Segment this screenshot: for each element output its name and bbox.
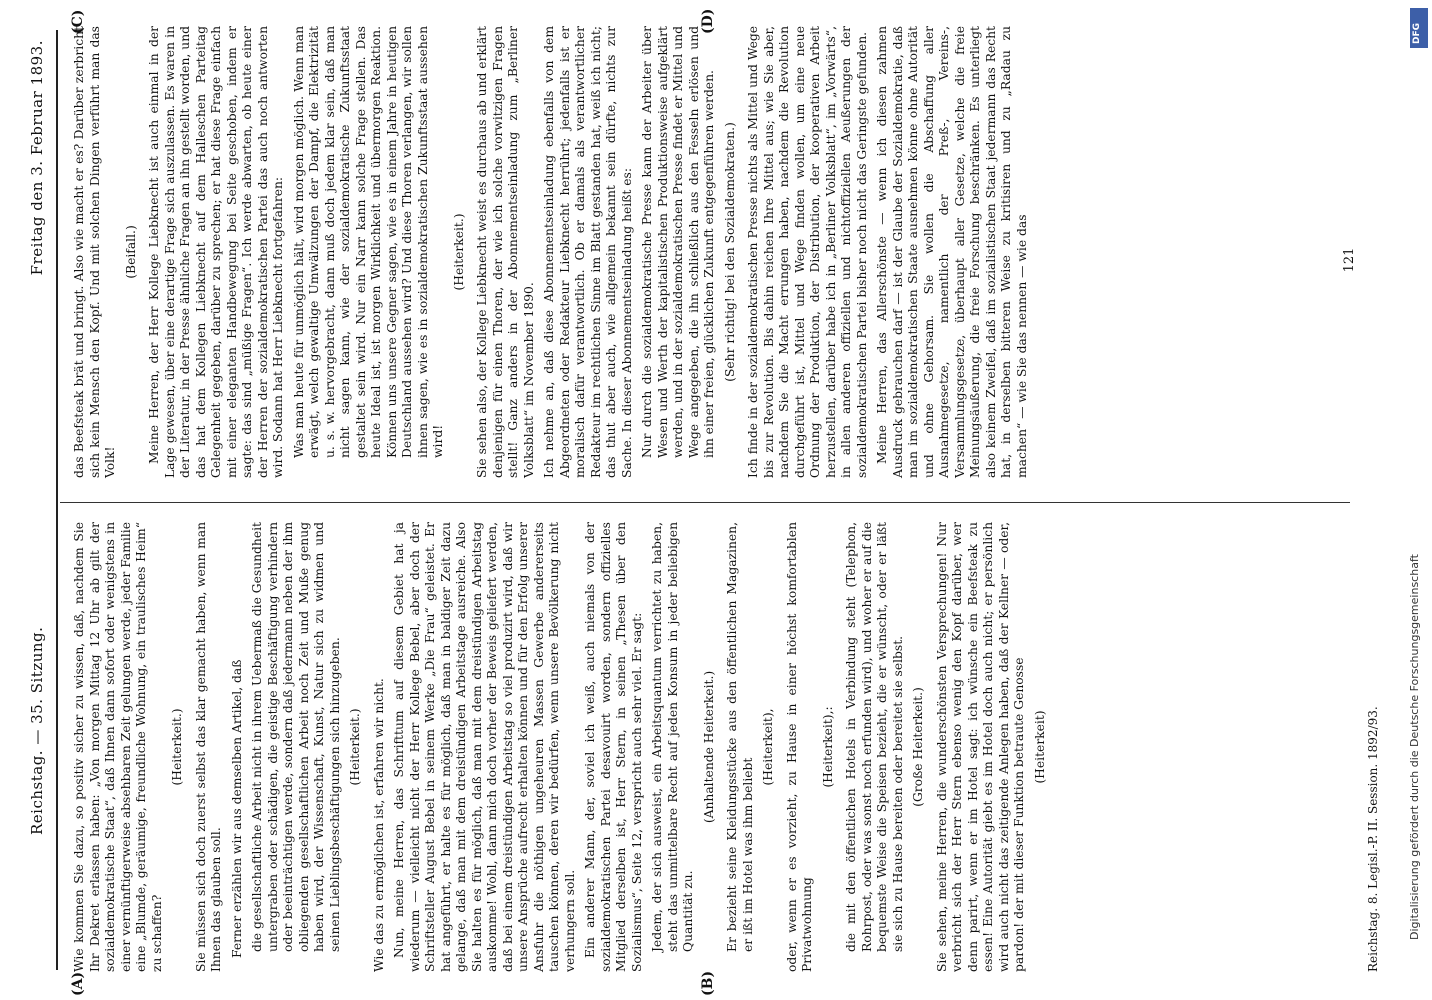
running-head-right: Freitag den 3. Februar 1893. xyxy=(28,40,46,276)
dfg-logo-text: DFG xyxy=(1412,22,1422,44)
funding-note xyxy=(1408,60,1430,940)
paragraph: Ich finde in der sozialdemokratischen Presse nichts als Mittel und Wege bis zur Revolution. Bis dahin reichen Ihre Mittel aus; wie Sie aber, nachdem Sie die Macht errungen haben, nachdem die Revolution durchgeführt ist, Mittel und Wege finden wollen, um eine neue Ordnung der Produktion, der Distribution, der kooperativen Arbeit herzustellen, darüber habe ich in „Berliner Volksblatt“, im „Vorwärts“, in allen anderen offiziellen und nichtoffiziellen Aeußerungen der sozialdemokratischen Partei bisher noch nicht das Geringste gefunden. xyxy=(746,26,869,478)
interjection: (Heiterkeit),: xyxy=(820,706,835,788)
paragraph: die mit den öffentlichen Hotels in Verbindung steht (Telephon, Rohrpost, oder was sonst noch erfunden wird), und woher er auf die bequemste Weise die Speisen bezieht, die er wünscht, oder er läßt sie sich zu Hause bereiten oder bereitet sie selbst. xyxy=(844,522,905,952)
paragraph: oder, wenn er es vorzieht, zu Hause in einer höchst komfortablen Privatwohnung xyxy=(784,522,814,972)
interjection: (Große Heiterkeit.) xyxy=(911,687,925,807)
paragraph: Ein anderer Mann, der, soviel ich weiß, auch niemals von der sozialdemokratischen Partei desavouirt worden, sondern offizielles Mitglied derselben ist, Herr Stern, in seinen „Thesen über den Sozialismus“, Seite 12, verspricht auch sehr viel. Er sagt: xyxy=(583,522,644,972)
margin-marker-a: (A) xyxy=(70,971,86,996)
paragraph: Sie sehen also, der Kollege Liebknecht weist es durchaus ab und erklärt denjenigen für einen Thoren, der wie ich solche vorwitzigen Fragen stellt! Ganz anders in der Abonnementseinladung zum „Berliner Volksblatt“ im November 1890. xyxy=(475,26,536,478)
paragraph: Ferner erzählen wir aus demselben Artikel, daß xyxy=(229,659,244,958)
interjection: (Beifall.) xyxy=(123,225,138,279)
paragraph: das Beefsteak brät und bringt. Also wie macht er es? Darüber zerbricht sich kein Mensch den Kopf. Und mit solchen Dingen verführt man das Volk! xyxy=(72,26,117,478)
paragraph: Wie das zu ermöglichen ist, erfahren wir nicht. xyxy=(371,678,386,972)
paragraph: Nun, meine Herren, das Schrifttum auf diesem Gebiet hat ja wiederum — vielleicht nicht der Herr Kollege Bebel, aber doch der Schriftsteller August Bebel in seinem Werke „Die Frau“ geleistet. Er hat angeführt, er halte es für möglich, daß man in baldiger Zeit dazu gelange, daß man mit dem dreistündigen Arbeitstage ausreiche. Also Sie halten es für möglich, daß man mit dem dreistündigen Arbeitstag auskomme! Wohl, dann mich doch vorher der Beweis geliefert werden, daß bei einem dreistündigen Arbeitstag so viel produzirt wird, daß wir unsere Ansprüche aufrecht erhalten können und für den Erfolg unserer Ansfuhr die nöthigen ungeheuren Massen Gewerbe andererseits tauschen können, deren wir bedürfen, wenn unsere Bevölkerung nicht verhungern soll. xyxy=(392,522,577,972)
signature-number: 121 xyxy=(1342,247,1357,273)
interjection: (Heiterkeit.) xyxy=(348,708,362,786)
margin-marker-b: (B) xyxy=(700,970,716,996)
paragraph: Er bezieht seine Kleidungsstücke aus den öffentlichen Magazinen, er ißt im Hotel was ihm beliebt xyxy=(725,522,755,952)
margin-marker-d: (D) xyxy=(700,8,716,34)
interjection: (Heiterkeit.) xyxy=(451,213,466,291)
interjection: (Heiterkeit.) xyxy=(170,708,184,786)
paragraph: Was man heute für unmöglich hält, wird morgen möglich. Wenn man erwägt, welch gewaltige Umwälzungen der Dampf, die Elektrizität u. s. w. hervorgebracht, dann muß doch jedem klar sein, daß man nicht sagen kann, wie der sozialdemokratische Zukunftsstaat gestaltet sein wird. Nur ein Narr kann solche Frage stellen. Das heute Ideal ist, ist morgen Wirklichkeit und übermorgen Reaktion. Können uns unsere Gegner sagen, wie es in einem Jahre in heutigen Deutschland aussehen wird? Und diese Thoren verlangen, wir sollen ihnen sagen, wie es in sozialdemokratischen Zukunftsstaat aussehen wird! xyxy=(291,26,445,458)
column-divider xyxy=(60,502,1350,503)
footer-session: Reichstag. 8. Legisl.-P. II. Session. 1892/93. xyxy=(1366,706,1380,972)
interjection: (Anhaltende Heiterkeit.) xyxy=(701,670,716,824)
paragraph: Meine Herren, das Allerschönste — wenn ich diesen zahmen Ausdruck gebrauchen darf — ist der Glaube der Sozialdemokratie, daß man im sozialdemokratischen Staate ausnehmen könne ohne Autorität und ohne Gehorsam. Sie wollen die Abschaffung aller Ausnahmegesetze, namentlich der Preß-, Vereins-, Versammlungsgesetze, überhaupt aller Gesetze, welche die freie Meinungsäußerung, die freie Forschung beschränken. Es unterliegt also keinem Zweifel, daß im sozialistischen Staat jedermann das Recht hat, in derselben bitteren Weise zu kritisiren und zu „Radau zu machen“ — wie Sie das nennen — wie das xyxy=(875,26,1029,478)
paragraph: Sie sehen, meine Herren, die wunderschönsten Versprechungen! Nur verbricht sich der Herr Stern ebenso wenig den Kopf darüber, wer denn parirt, wenn er im Hotel sagt: ich wünsche ein Beefsteak zu essen! Eine Autorität giebt es im Hotel doch auch nicht; er persönlich wird auch nicht das zeitigende Anlegen haben, daß der Kellner — oder, pardon! der mit dieser Funktion betraute Genosse xyxy=(934,522,1026,972)
text-column-right xyxy=(72,26,1072,478)
text-column-left xyxy=(72,522,1072,972)
interjection: (Sehr richtig! bei den Sozialdemokraten.) xyxy=(722,122,737,382)
interjection: (Heiterkeit) xyxy=(1032,710,1047,784)
interjection: (Heiterkeit), xyxy=(761,708,775,786)
running-head-left: Reichstag. — 35. Sitzung. xyxy=(28,626,46,835)
dfg-logo xyxy=(1410,8,1428,48)
funding-note-text: Digitalisierung gefördert durch die Deutsche Forschungsgemeinschaft xyxy=(1408,554,1421,940)
paragraph: Ich nehme an, daß diese Abonnementseinladung ebenfalls von dem Abgeordneten oder Redakteur Liebknecht herrührt; jedenfalls ist er moralisch dafür verantwortlich. Ob er damals als verantwortlicher Redakteur im rechtlichen Sinne im Blatt gestanden hat, weiß ich nicht; das thut aber auch, wie allgemein bekannt sein dürfte, nichts zur Sache. In dieser Abonnementseinladung heißt es: xyxy=(542,26,634,478)
paragraph: Sie müssen sich doch zuerst selbst das klar gemacht haben, wenn man Ihnen das glauben soll. xyxy=(193,522,223,972)
paragraph: Jedem, der sich ausweist, ein Arbeitsquantum verrichtet zu haben, steht das unmittelbare Recht auf jeden Konsum in jeder beliebigen Quantität zu. xyxy=(650,522,695,952)
header-rule xyxy=(56,30,58,970)
paragraph: die gesellschaftliche Arbeit nicht in ihrem Uebermaß die Gesundheit untergraben oder schädigen, die geistige Beschäftigung verhindern oder beeinträchtigen werde, sondern daß jedermann neben der ihm obliegenden gesellschaftlichen Arbeit noch Zeit und Muße genug haben wird, der Wissenschaft, Kunst, Natur sich zu widmen und seinen Lieblingsbeschäftigungen sich hinzugeben. xyxy=(250,522,342,952)
margin-marker-c: (C) xyxy=(70,9,86,34)
paragraph: Wie kommen Sie dazu, so positiv sicher zu wissen, daß, nachdem Sie Ihr Dekret erlassen haben: „Von morgen Mittag 12 Uhr ab gilt der sozialdemokratische Staat“, daß Ihnen dann sofort oder wenigstens in einer vernünftigerweise absehbaren Zeit gelungen werde, jeder Familie eine „Blumde, geräumige, freundliche Wohnung, ein traulisches Heim“ zu schaffen? xyxy=(72,522,164,972)
paragraph: Meine Herren, der Herr Kollege Liebknecht ist auch einmal in der Lage gewesen, über eine derartige Frage sich auszulassen. Es waren in der Literatur, in der Presse ähnliche Fragen an ihn gestellt worden, und das hat dem Kollegen Liebknecht auf dem Halleschen Parteitag Gelegenheit gegeben, darüber zu sprechen; er hat diese Frage einfach mit einer eleganten Handbewegung bei Seite geschoben, indem er sagte: das sind „müßige Fragen“. Ich werde abwarten, ob heute einer der Herren der sozialdemokratischen Partei das auch noch antworten wird. Sodann hat Herr Liebknecht fortgefahren: xyxy=(147,26,285,478)
paragraph: Nur durch die sozialdemokratische Presse kann der Arbeiter über Wesen und Werth der kapitalistischen Produktionsweise aufgeklärt werden, und in der sozialdemokratischen Presse findet er Mittel und Wege angegeben, die ihn schließlich aus den Fesseln erlösen und ihn einer freien, glücklichen Zukunft entgegenführen werden. xyxy=(640,26,716,458)
